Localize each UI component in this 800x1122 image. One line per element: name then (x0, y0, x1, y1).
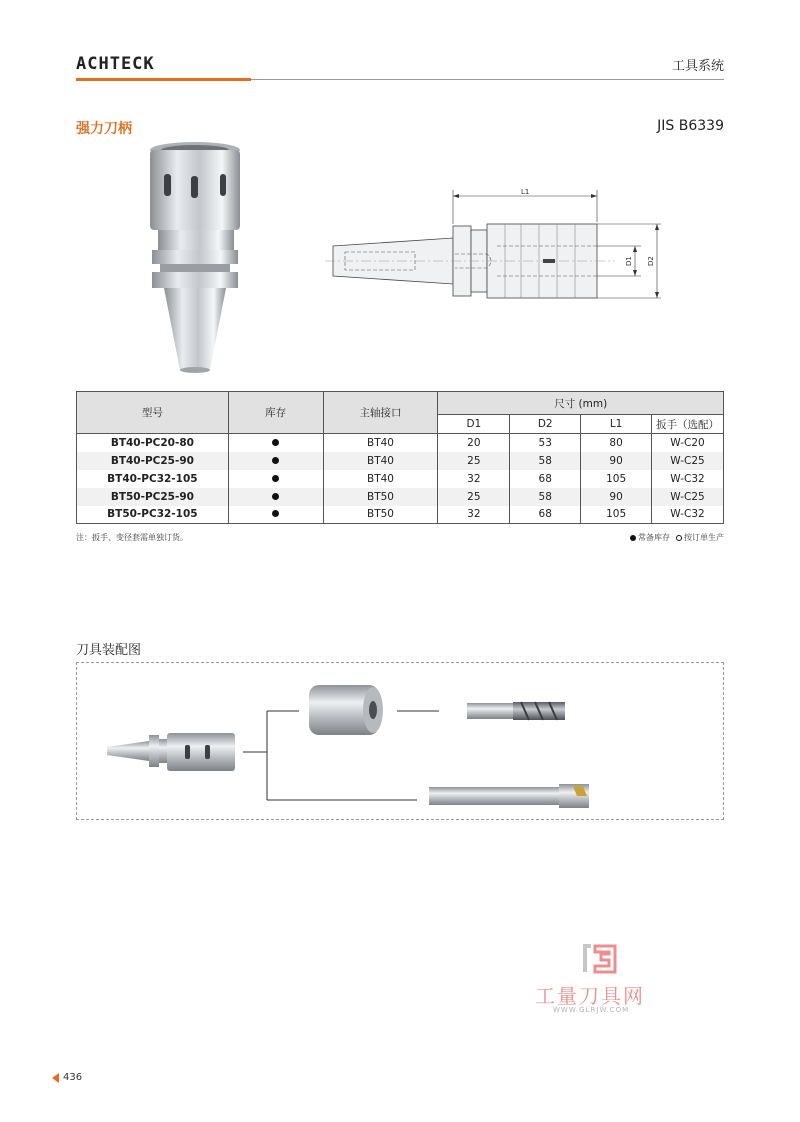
cell-spindle: BT50 (323, 506, 438, 524)
subheader-d1: D1 (438, 415, 510, 434)
cell-spindle: BT40 (323, 452, 438, 470)
cell-l1: 80 (581, 434, 652, 452)
table-note: 注：扳手、变径套需单独订货。 (76, 533, 188, 542)
section-name: 工具系统 (671, 59, 724, 74)
header-accent-line (76, 78, 251, 81)
hollow-dot-icon (676, 535, 682, 541)
product-title: 强力刀柄 (76, 121, 132, 137)
watermark-logo-icon (579, 942, 619, 976)
end-mill-icon (467, 702, 565, 720)
cell-model: BT40-PC20-80 (77, 434, 229, 452)
cell-wrench: W-C20 (652, 434, 724, 452)
cell-stock (228, 470, 323, 488)
assembly-illustration (77, 663, 723, 819)
cell-d2: 68 (510, 470, 581, 488)
stock-dot-icon (272, 493, 279, 500)
stock-dot-icon (272, 510, 279, 517)
table-row (77, 488, 724, 506)
subheader-d2: D2 (510, 415, 581, 434)
cell-wrench: W-C25 (652, 452, 724, 470)
filled-dot-icon (630, 535, 636, 541)
stock-dot-icon (272, 475, 279, 482)
cell-spindle: BT40 (323, 470, 438, 488)
holder-icon (107, 733, 235, 771)
cell-d1: 25 (438, 452, 510, 470)
stock-dot-icon (272, 457, 279, 464)
watermark-url: WWW.GLRJW.COM (553, 1006, 630, 1014)
drawing-label-d2: D2 (647, 256, 655, 266)
page-arrow-icon (52, 1073, 59, 1083)
cell-spindle: BT40 (323, 434, 438, 452)
table-row (77, 470, 724, 488)
cell-stock (228, 506, 323, 524)
page-header (76, 52, 724, 82)
watermark-text: 工量刀具网 (535, 984, 645, 1008)
cell-l1: 90 (581, 452, 652, 470)
cell-d2: 58 (510, 488, 581, 506)
assembly-title: 刀具装配图 (76, 643, 142, 658)
technical-drawing (325, 186, 665, 336)
assembly-diagram (76, 662, 724, 820)
page-number-text: 436 (63, 1072, 83, 1083)
legend-stock-label: 常备库存 (638, 533, 670, 542)
header-spindle: 主轴接口 (323, 392, 438, 434)
header-stock: 库存 (228, 392, 323, 434)
collet-icon (309, 685, 383, 735)
page-number (52, 1072, 82, 1083)
tool-holder-photo (140, 140, 250, 380)
cell-d1: 32 (438, 506, 510, 524)
header-model: 型号 (77, 392, 229, 434)
product-standard: JIS B6339 (657, 118, 724, 134)
cell-d1: 20 (438, 434, 510, 452)
legend-order-label: 按订单生产 (684, 533, 724, 542)
cell-model: BT50-PC25-90 (77, 488, 229, 506)
cell-model: BT40-PC25-90 (77, 452, 229, 470)
stock-legend (630, 532, 724, 543)
cell-d1: 32 (438, 470, 510, 488)
spec-table (76, 391, 724, 524)
cell-d2: 58 (510, 452, 581, 470)
table-row (77, 452, 724, 470)
table-row (77, 506, 724, 524)
subheader-wrench: 扳手（选配） (652, 415, 724, 434)
boring-bar-icon (429, 784, 589, 808)
cell-spindle: BT50 (323, 488, 438, 506)
cell-wrench: W-C32 (652, 470, 724, 488)
cell-d2: 53 (510, 434, 581, 452)
cell-d1: 25 (438, 488, 510, 506)
cell-model: BT50-PC32-105 (77, 506, 229, 524)
cell-wrench: W-C25 (652, 488, 724, 506)
cell-wrench: W-C32 (652, 506, 724, 524)
subheader-l1: L1 (581, 415, 652, 434)
cell-l1: 105 (581, 506, 652, 524)
drawing-label-l1: L1 (521, 188, 530, 196)
brand-logo: ACHTECK (76, 54, 155, 74)
table-row (77, 434, 724, 452)
cell-l1: 90 (581, 488, 652, 506)
cell-stock (228, 452, 323, 470)
header-size: 尺寸 (mm) (438, 392, 724, 415)
cell-stock (228, 434, 323, 452)
cell-l1: 105 (581, 470, 652, 488)
header-rule (251, 79, 724, 80)
cell-d2: 68 (510, 506, 581, 524)
watermark (535, 942, 675, 1017)
drawing-label-d1: D1 (625, 256, 633, 266)
stock-dot-icon (272, 439, 279, 446)
cell-model: BT40-PC32-105 (77, 470, 229, 488)
cell-stock (228, 488, 323, 506)
